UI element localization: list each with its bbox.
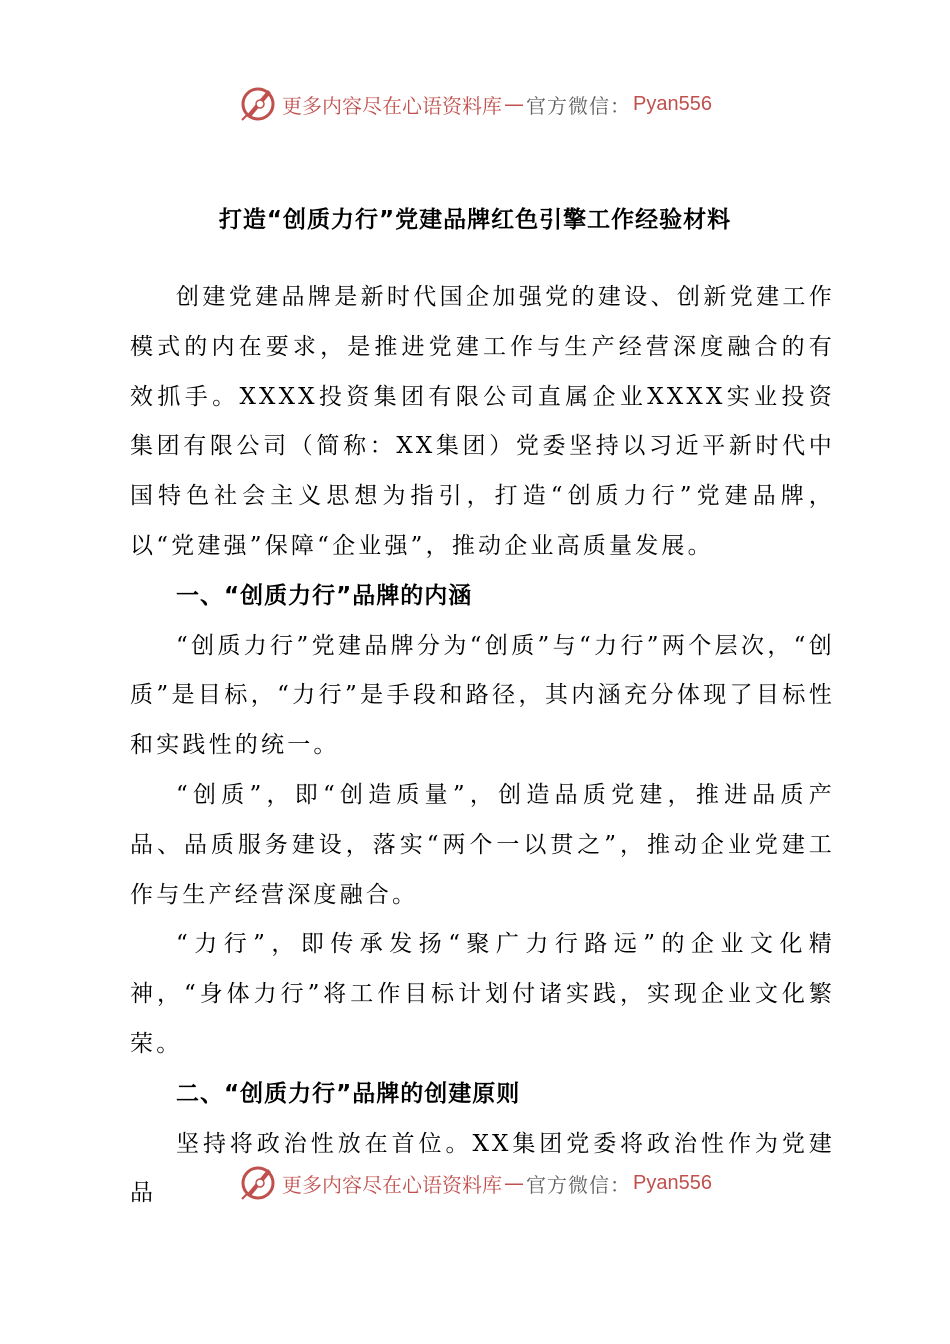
quill-logo-icon (238, 1163, 278, 1203)
paragraph-chuangzhi: “创质”，即“创造质量”，创造品质党建，推进品质产品、品质服务建设，落实“两个一以贯之”，推动企业党建工作与生产经营深度融合。 (130, 781, 835, 908)
section-heading-1: 一、“创质力行”品牌的内涵 (176, 582, 473, 609)
banner-dash: — (504, 1171, 525, 1195)
document-title: 打造“创质力行”党建品牌红色引擎工作经验材料 (218, 207, 732, 233)
banner-brand-text: 更多内容尽在心语资料库 (282, 93, 503, 118)
banner-official-label: 官方微信： (526, 93, 632, 118)
header-banner (0, 82, 950, 126)
paragraph-intro: 创建党建品牌是新时代国企加强党的建设、创新党建工作模式的内在要求，是推进党建工作与生产经营深度融合的有效抓手。XXXX投资集团有限公司直属企业XXXX实业投资集团有限公司（简称：XX集团）党委坚持以习近平新时代中国特色社会主义思想为指引，打造“创质力行”党建品牌，以“党建强”保障“企业强”，推动企业高质量发展。 (130, 284, 835, 559)
banner-brand-text: 更多内容尽在心语资料库 (282, 1172, 503, 1197)
section-heading-2: 二、“创质力行”品牌的创建原则 (176, 1080, 521, 1107)
paragraph-lixing: “力行”，即传承发扬“聚广力行路远”的企业文化精神，“身体力行”将工作目标计划付诸实践，实现企业文化繁荣。 (130, 931, 835, 1057)
paragraph-principle: 坚持将政治性放在首位。XX集团党委将政治性作为党建品 (130, 1130, 835, 1207)
paragraph-connotation: “创质力行”党建品牌分为“创质”与“力行”两个层次，“创质”是目标，“力行”是手段和路径，其内涵充分体现了目标性和实践性的统一。 (130, 632, 835, 759)
banner-official-label: 官方微信： (526, 1172, 632, 1197)
banner-dash: — (504, 92, 525, 116)
banner-wechat-id: Pyan556 (633, 92, 712, 115)
footer-banner (0, 1161, 950, 1205)
quill-logo-icon (238, 84, 278, 124)
document-body (130, 273, 835, 1219)
banner-wechat-id: Pyan556 (633, 1171, 712, 1194)
